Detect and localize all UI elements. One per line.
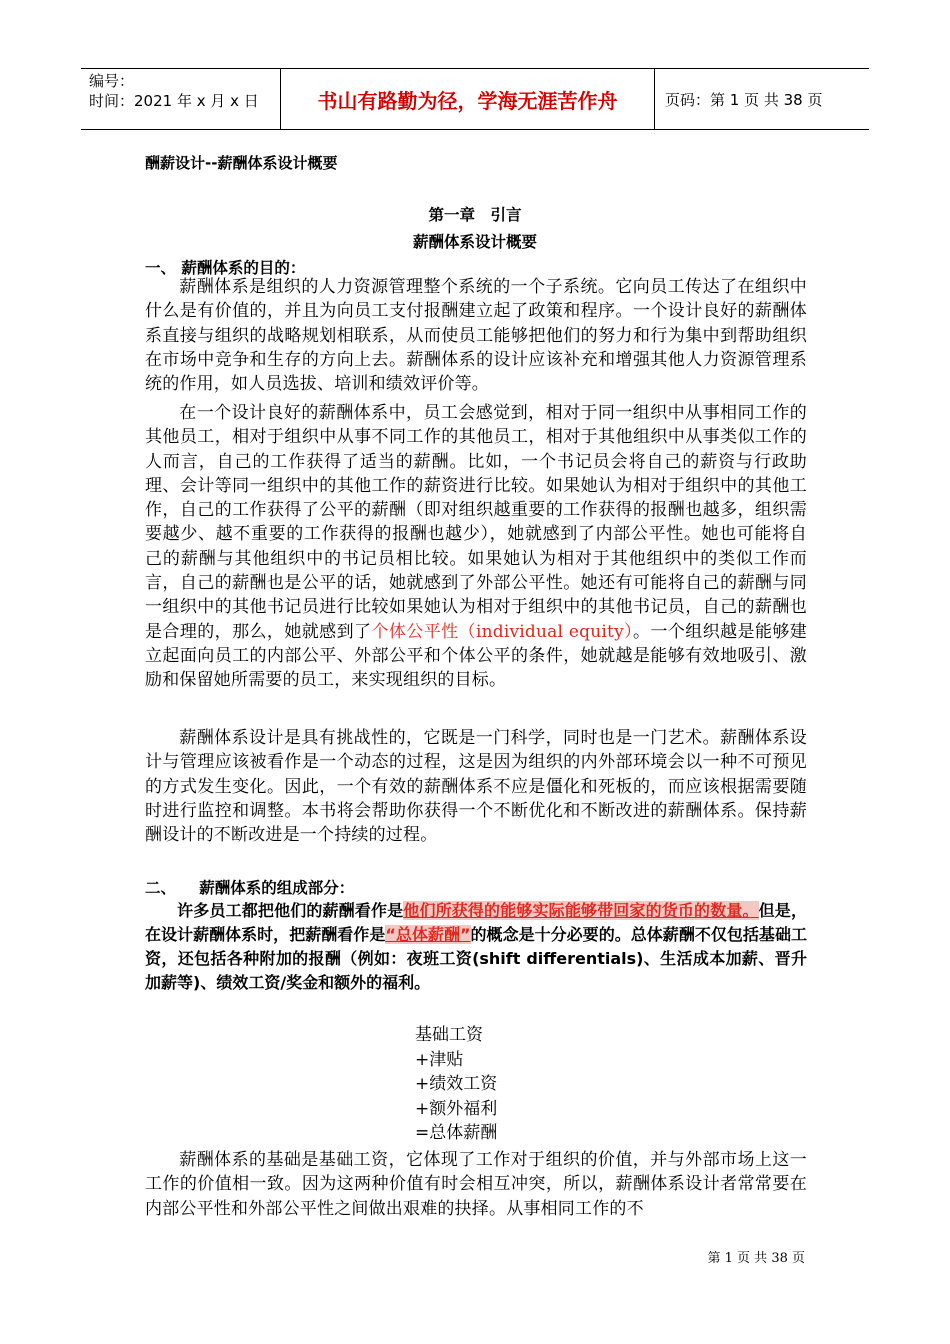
header-page-info: 页码：第 1 页 共 38 页: [665, 90, 823, 109]
chapter-subtitle: 薪酬体系设计概要: [412, 233, 537, 251]
header-left-cell: [81, 69, 281, 129]
section-2-paragraph-last: [145, 1148, 807, 1221]
paragraph-text: 薪酬体系是组织的人力资源管理整个系统的一个子系统。它向员工传达了在组织中什么是有价值的，并且为向员工支付报酬建立起了政策和程序。一个设计良好的薪酬体系直接与组织的战略规划相联系，从而使员工能够把他们的努力和行为集中到帮助组织在市场中竞争和生存的方向上去。薪酬体系的设计应该补充和增强其他人力资源管理系统的作用，如人员选拔、培训和绩效评价等。: [145, 277, 807, 395]
formula-line: =总体薪酬: [415, 1123, 498, 1143]
paragraph-text: 在一个设计良好的薪酬体系中，员工会感觉到，相对于同一组织中从事相同工作的其他员工，相对于组织中从事不同工作的其他员工，相对于其他组织中从事类似工作的人而言，自己的工作获得了适当的薪酬。比如，一个书记员会将自己的薪资与行政助理、会计等同一组织中的其他工作的薪资进行比较。如果她认为相对于组织中的其他工作，自己的工作获得了公平的薪酬（即对组织越重要的工作获得的报酬也越多，组织需要越少、越不重要的工作获得的报酬也越少），她就感到了内部公平性。她也可能将自己的薪酬与其他组织中的书记员相比较。如果她认为相对于其他组织中的类似工作而言，自己的薪酬也是公平的话，她就感到了外部公平性。她还有可能将自己的薪酬与同一组织中的其他书记员进行比较如果她认为相对于组织中的其他书记员，自己的薪酬也是合理的，那么，她就感到了: [145, 403, 807, 642]
section-1-paragraph-1: [145, 275, 807, 396]
section-2-heading: 二、 薪酬体系的组成部分：: [145, 879, 355, 897]
chapter-title: 第一章 引言: [428, 206, 522, 224]
paragraph-text: 许多员工都把他们的薪酬看作是: [177, 901, 404, 920]
paragraph-text: 。一个组织越是能够建立起面向员工的内部公平、外部公平和个体公平的条件，她就越是能够有效地吸引、激励和保留她所需要的员工，来实现组织的目标。: [145, 621, 807, 691]
paragraph-text: 薪酬体系的基础是基础工资，它体现了工作对于组织的价值，并与外部市场上这一工作的价值相一致。因为这两种价值有时会相互冲突，所以，薪酬体系设计者常常要在内部公平性和外部公平性之间做出艰难的抉择。从事相同工作的不: [145, 1150, 807, 1219]
paragraph-text: 薪酬体系设计是具有挑战性的，它既是一门科学，同时也是一门艺术。薪酬体系设计与管理应该被看作是一个动态的过程，这是因为组织的内外部环境会以一种不可预见的方式发生变化。因此，一个有效的薪酬体系不应是僵化和死板的，而应该根据需要随时进行监控和调整。本书将会帮助你获得一个不断优化和不断改进的薪酬体系。保持薪酬设计的不断改进是一个持续的过程。: [145, 728, 807, 846]
highlighted-text: 他们所获得的能够实际能够带回家的货币的数量。: [403, 901, 759, 920]
document-title: 酬薪设计--薪酬体系设计概要: [145, 154, 338, 172]
section-1-heading: 一、 薪酬体系的目的：: [145, 259, 306, 277]
formula-line: 基础工资: [415, 1025, 483, 1045]
section-1-paragraph-3: [145, 726, 807, 847]
formula-line: +额外福利: [415, 1098, 498, 1119]
highlighted-text: “总体薪酬”: [385, 925, 471, 944]
paragraph-text: 但是，在设计薪酬体系时，把薪酬看作是: [145, 901, 807, 944]
formula-block: [415, 1023, 497, 1146]
page-header: [81, 68, 869, 130]
formula-line: +绩效工资: [415, 1074, 498, 1094]
section-2-bold-paragraph: [145, 899, 807, 995]
code-label: 编号：: [89, 72, 135, 90]
section-1-paragraph-2: [145, 401, 807, 693]
individual-equity-term: 个体公平性（individual equity）: [371, 621, 634, 642]
page-footer: 第 1 页 共 38 页: [707, 1251, 805, 1266]
time-label: 时间：2021 年 x 月 x 日: [89, 92, 259, 110]
header-motto: 书山有路勤为径，学海无涯苦作舟: [281, 69, 655, 129]
formula-line: +津贴: [415, 1049, 464, 1070]
paragraph-text: 的概念是十分必要的。总体薪酬不仅包括基础工资，还包括各种附加的报酬（例如：夜班工资(shift differentials)、生活成本加薪、晋升加薪等)、绩效工资/奖金和额外的福利。: [145, 925, 807, 992]
